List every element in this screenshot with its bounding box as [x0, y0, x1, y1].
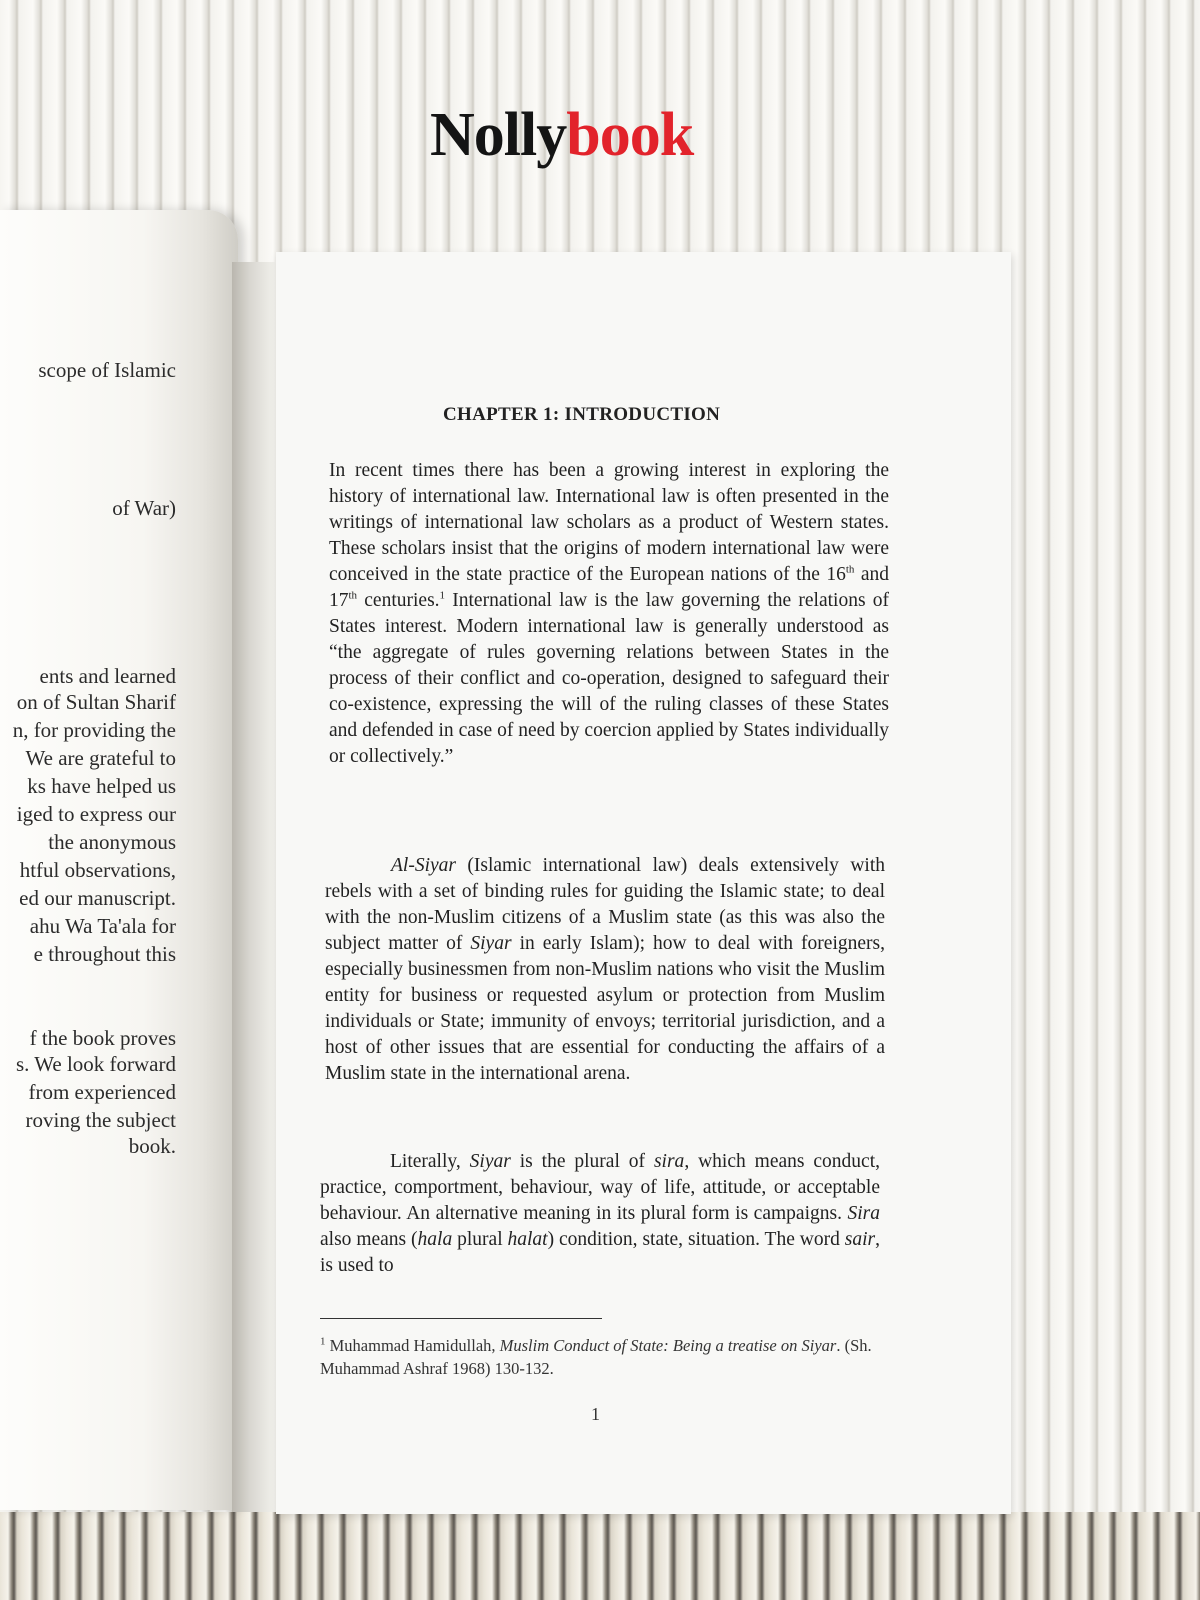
left-page-line: htful observations, [19, 858, 176, 882]
left-page-line: the anonymous [48, 830, 176, 854]
page-number: 1 [591, 1404, 600, 1424]
left-page-line: roving the subject [25, 1108, 176, 1132]
left-page-line: ks have helped us [27, 774, 176, 798]
paragraph-1: In recent times there has been a growing interest in exploring the history of international law. International law is often presented in the writings of international law scholars as a product of Western states. These scholars insist that the origins of modern international law were conceived in the state practice of the European nations of the 16th and 17th centuries.$^1$ International law is the law governing the relations of States interest. Modern international law is generally understood as “the aggregate of rules governing relations between States in the process of their conflict and co-operation, designed to safeguard their co-existence, expressing the will of the ruling classes of these States and defended in case of need by coercion applied by States individually or collectively.” [329, 460, 890, 767]
ribbed-background-bottom [0, 1512, 1200, 1600]
left-page-line: s. We look forward [15, 1052, 176, 1076]
left-page [0, 210, 238, 1510]
left-page-line: of War) [112, 496, 176, 520]
left-page-line: We are grateful to [25, 746, 176, 770]
left-page-line: ed our manuscript. [19, 886, 176, 910]
brand-logo-part1: Nolly [430, 101, 567, 169]
left-page-line: n, for providing the [12, 718, 176, 742]
brand-logo [430, 100, 770, 170]
paragraph-3: Literally, Siyar is the plural of sira, which means conduct, practice, comportment, behaviour, way of life, attitude, or acceptable behaviour. An alternative meaning in its plural form is campaigns. Sira also means (hala plural halat) condition, state, situation. The word sair, is used to [320, 1151, 880, 1276]
left-page-line: from experienced [28, 1080, 176, 1104]
footnote-divider [320, 1318, 602, 1319]
left-page-line: iged to express our [16, 802, 176, 826]
left-page-line: ents and learned [39, 664, 176, 688]
chapter-title: CHAPTER 1: INTRODUCTION [443, 404, 721, 425]
paragraph-2: Al-Siyar (Islamic international law) deals extensively with rebels with a set of binding rules for guiding the Islamic state; to deal with the non-Muslim citizens of a Muslim state (as this was also the subject matter of Siyar in early Islam); how to deal with foreigners, especially businessmen from non-Muslim nations who visit the Muslim entity for business or requested asylum or protection from Muslim individuals or State; immunity of envoys; territorial jurisdiction, and a host of other issues that are essential for conducting the affairs of a Muslim state in the international arena. [325, 855, 885, 1084]
footnote-ref: 1 [439, 589, 446, 602]
left-page-line: scope of Islamic [38, 358, 176, 382]
left-page-line: ahu Wa Ta'ala for [29, 914, 176, 938]
footnote: $^1$ Muhammad Hamidullah, Muslim Conduct of State: Being a treatise on Siyar. (Sh. Muhammad Ashraf 1968) 130-132. [320, 1335, 872, 1378]
left-page-line: on of Sultan Sharif [16, 690, 176, 714]
left-page-line: f the book proves [29, 1026, 176, 1050]
left-page-line: e throughout this [33, 942, 176, 966]
brand-logo-part2: book [566, 101, 694, 169]
left-page-line: book. [128, 1134, 176, 1158]
